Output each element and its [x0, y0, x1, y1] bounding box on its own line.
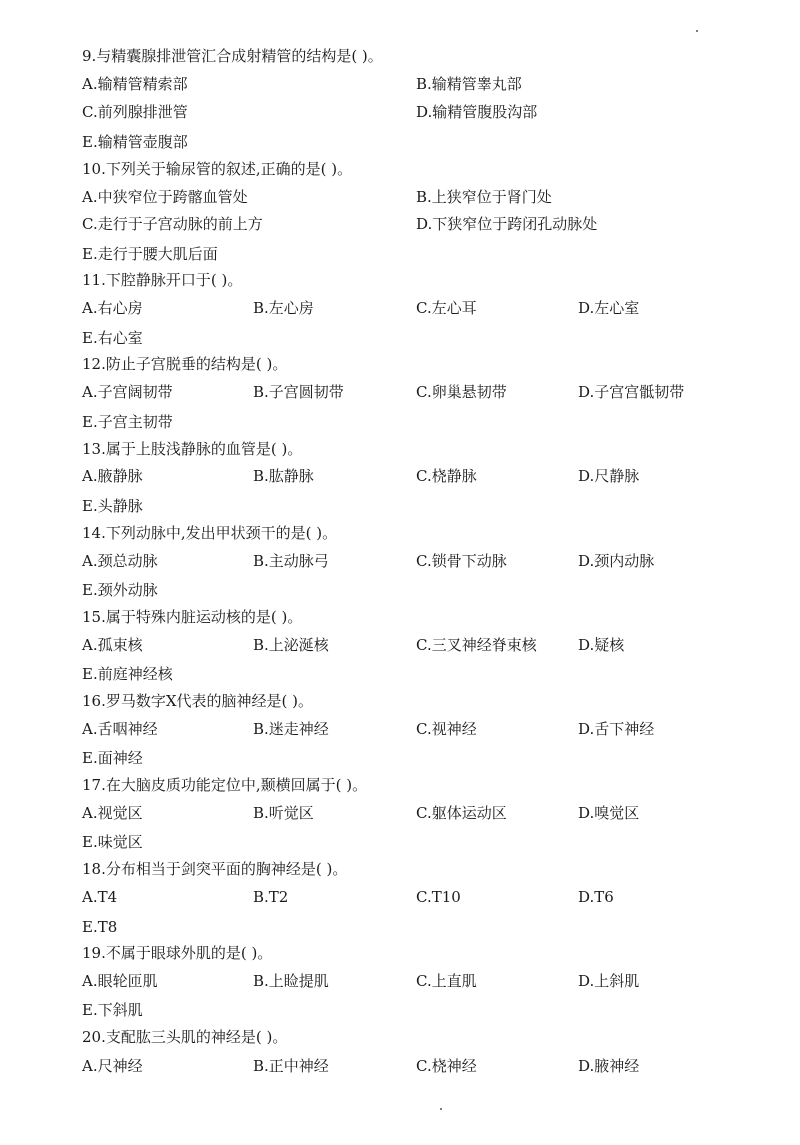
answer-option: C.T10: [416, 888, 461, 906]
question-stem: 10.下列关于输尿管的叙述,正确的是( )。: [82, 160, 353, 178]
answer-option: B.听觉区: [253, 804, 314, 822]
answer-option: E.子宫主韧带: [82, 413, 173, 431]
answer-option: B.肱静脉: [253, 467, 314, 485]
question-stem: 16.罗马数字X代表的脑神经是( )。: [82, 692, 314, 710]
answer-option: D.下狭窄位于跨闭孔动脉处: [416, 215, 598, 233]
answer-option: E.下斜肌: [82, 1001, 143, 1019]
question-stem: 19.不属于眼球外肌的是( )。: [82, 944, 273, 962]
answer-option: C.上直肌: [416, 972, 477, 990]
answer-option: E.走行于腰大肌后面: [82, 245, 218, 263]
answer-option: A.中狭窄位于跨髂血管处: [82, 188, 248, 206]
answer-option: B.输精管睾丸部: [416, 75, 522, 93]
question-stem: 18.分布相当于剑突平面的胸神经是( )。: [82, 860, 348, 878]
answer-option: C.桡静脉: [416, 467, 477, 485]
answer-option: D.子宫宫骶韧带: [578, 383, 685, 401]
question-stem: 13.属于上肢浅静脉的血管是( )。: [82, 440, 303, 458]
answer-option: C.左心耳: [416, 299, 477, 317]
answer-option: D.T6: [578, 888, 614, 906]
answer-option: D.舌下神经: [578, 720, 655, 738]
answer-option: C.走行于子宫动脉的前上方: [82, 215, 263, 233]
answer-option: D.上斜肌: [578, 972, 640, 990]
answer-option: E.面神经: [82, 749, 143, 767]
answer-option: A.T4: [82, 888, 118, 906]
answer-option: A.子宫阔韧带: [82, 383, 173, 401]
answer-option: D.嗅觉区: [578, 804, 640, 822]
answer-option: C.卵巢悬韧带: [416, 383, 507, 401]
question-stem: 20.支配肱三头肌的神经是( )。: [82, 1028, 288, 1046]
answer-option: B.迷走神经: [253, 720, 329, 738]
answer-option: B.T2: [253, 888, 289, 906]
answer-option: E.前庭神经核: [82, 665, 173, 683]
answer-option: D.左心室: [578, 299, 640, 317]
answer-option: E.T8: [82, 918, 118, 936]
answer-option: D.疑核: [578, 636, 625, 654]
answer-option: D.输精管腹股沟部: [416, 103, 538, 121]
answer-option: A.舌咽神经: [82, 720, 158, 738]
answer-option: B.上睑提肌: [253, 972, 329, 990]
answer-option: B.左心房: [253, 299, 314, 317]
answer-option: D.尺静脉: [578, 467, 640, 485]
answer-option: A.腋静脉: [82, 467, 143, 485]
answer-option: A.右心房: [82, 299, 143, 317]
answer-option: B.主动脉弓: [253, 552, 329, 570]
answer-option: E.颈外动脉: [82, 581, 158, 599]
answer-option: E.输精管壶腹部: [82, 133, 188, 151]
answer-option: C.视神经: [416, 720, 477, 738]
question-stem: 17.在大脑皮质功能定位中,颞横回属于( )。: [82, 776, 368, 794]
answer-option: B.子宫圆韧带: [253, 383, 344, 401]
answer-option: E.右心室: [82, 329, 143, 347]
question-stem: 15.属于特殊内脏运动核的是( )。: [82, 608, 303, 626]
answer-option: E.味觉区: [82, 833, 143, 851]
answer-option: C.三叉神经脊束核: [416, 636, 537, 654]
question-stem: 9.与精囊腺排泄管汇合成射精管的结构是( )。: [82, 47, 383, 65]
answer-option: A.颈总动脉: [82, 552, 158, 570]
answer-option: D.颈内动脉: [578, 552, 655, 570]
answer-option: B.正中神经: [253, 1057, 329, 1075]
answer-option: C.前列腺排泄管: [82, 103, 188, 121]
question-stem: 11.下腔静脉开口于( )。: [82, 271, 243, 289]
answer-option: E.头静脉: [82, 497, 143, 515]
answer-option: C.躯体运动区: [416, 804, 507, 822]
answer-option: A.输精管精索部: [82, 75, 188, 93]
answer-option: C.桡神经: [416, 1057, 477, 1075]
answer-option: B.上泌涎核: [253, 636, 329, 654]
answer-option: A.视觉区: [82, 804, 143, 822]
answer-option: B.上狭窄位于肾门处: [416, 188, 552, 206]
answer-option: A.孤束核: [82, 636, 143, 654]
answer-option: D.腋神经: [578, 1057, 640, 1075]
scan-speck: [696, 30, 698, 32]
scan-speck: [440, 1108, 442, 1110]
answer-option: A.尺神经: [82, 1057, 143, 1075]
question-stem: 12.防止子宫脱垂的结构是( )。: [82, 355, 288, 373]
question-stem: 14.下列动脉中,发出甲状颈干的是( )。: [82, 524, 338, 542]
answer-option: C.锁骨下动脉: [416, 552, 507, 570]
answer-option: A.眼轮匝肌: [82, 972, 158, 990]
